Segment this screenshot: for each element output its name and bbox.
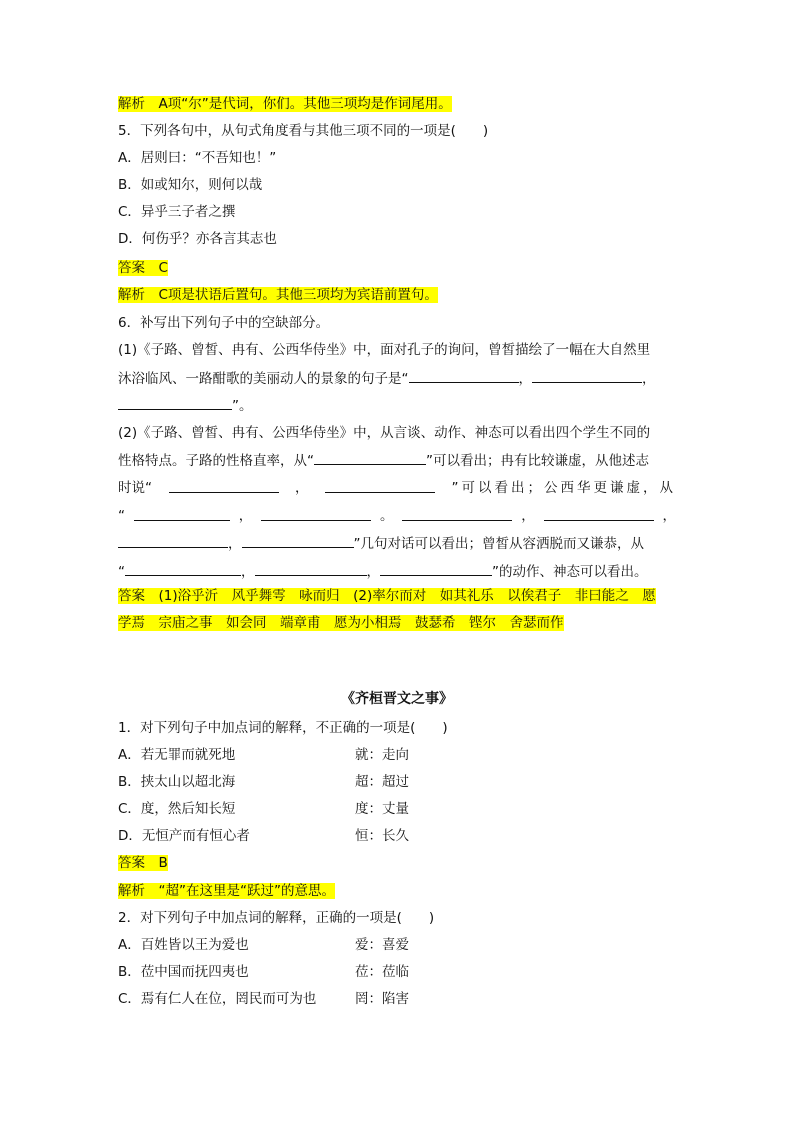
- s2q1-stem: 1．对下列句子中加点词的解释，不正确的一项是( ): [118, 720, 448, 736]
- comma: ，: [295, 480, 309, 496]
- q6-part2-line4: [118, 506, 676, 526]
- open-quote: “: [118, 564, 125, 580]
- s2q2-option-a: A．百姓皆以王为爱也: [118, 937, 249, 953]
- fill-blank[interactable]: [118, 395, 232, 410]
- q6-part2-text-d: ”可以看出；公西华更谦虚，从: [451, 480, 676, 496]
- q4-analysis: [118, 94, 452, 114]
- q6-part1-line1: (1)《子路、曾皙、冉有、公西华侍坐》中，面对孔子的询问，曾皙描绘了一幅在大自然里: [118, 342, 651, 358]
- q6-part2-text-f: ”的动作、神态可以看出。: [492, 564, 648, 580]
- s2q1-analysis: [118, 881, 335, 901]
- q6-answer-text-2: 学焉 宗庙之事 如会同 端章甫 愿为小相焉 鼓瑟希 铿尔 舍瑟而作: [118, 615, 564, 631]
- s2q1-option-d: D．无恒产而有恒心者: [118, 828, 250, 844]
- q6-part2-line2: [118, 450, 649, 471]
- q6-part2-text-b: ”可以看出；冉有比较谦虚，从他述志: [426, 453, 649, 469]
- s2q1-gloss-a: 就：走向: [355, 747, 409, 763]
- comma: ，: [228, 536, 242, 552]
- comma: ，: [241, 564, 255, 580]
- fill-blank[interactable]: [402, 506, 512, 521]
- comma: ，: [521, 508, 535, 524]
- s2q2-gloss-c: 罔：陷害: [355, 991, 409, 1007]
- q6-answer-text-1: 答案 (1)浴乎沂 风乎舞雩 咏而归 (2)率尔而对 如其礼乐 以俟君子 非曰能之 愿: [118, 588, 656, 604]
- s2q1-option-b: B．挟太山以超北海: [118, 774, 236, 790]
- s2q1-option-c: C．度，然后知长短: [118, 801, 236, 817]
- q6-part1-line3: [118, 395, 253, 416]
- fill-blank[interactable]: [544, 506, 654, 521]
- fill-blank[interactable]: [314, 450, 426, 465]
- fill-blank[interactable]: [532, 368, 642, 383]
- q5-option-a: A．居则曰：“不吾知也！”: [118, 150, 277, 166]
- q6-part2-text-c: 时说“: [118, 480, 152, 496]
- s2q2-option-b: B．莅中国而抚四夷也: [118, 964, 249, 980]
- close-quote: ”。: [232, 398, 253, 414]
- q6-answer-line1: [118, 586, 656, 606]
- q5-answer-text: 答案 C: [118, 260, 168, 276]
- comma: ，: [662, 508, 676, 524]
- comma: ，: [238, 508, 253, 524]
- fill-blank[interactable]: [261, 506, 371, 521]
- comma: ，: [366, 564, 380, 580]
- q5-option-b: B．如或知尔，则何以哉: [118, 177, 263, 193]
- q6-part1-line2: [118, 368, 656, 389]
- q5-stem: 5．下列各句中，从句式角度看与其他三项不同的一项是( ): [118, 123, 489, 139]
- section-title: 《齐桓晋文之事》: [341, 691, 453, 707]
- s2q2-gloss-b: 莅：莅临: [355, 964, 409, 980]
- q6-stem: 6．补写出下列句子中的空缺部分。: [118, 315, 330, 331]
- q6-part1-text: 沐浴临风、一路酣歌的美丽动人的景象的句子是“: [118, 371, 409, 387]
- fill-blank[interactable]: [255, 561, 367, 576]
- s2q1-gloss-d: 恒：长久: [355, 828, 409, 844]
- fill-blank[interactable]: [125, 561, 241, 576]
- fill-blank[interactable]: [409, 368, 519, 383]
- comma: ，: [642, 371, 656, 387]
- q6-answer-line2: [118, 613, 564, 633]
- s2q1-gloss-c: 度：丈量: [355, 801, 409, 817]
- s2q1-answer-text: 答案 B: [118, 855, 168, 871]
- fill-blank[interactable]: [134, 506, 230, 521]
- q6-part2-line1: (2)《子路、曾皙、冉有、公西华侍坐》中，从言谈、动作、神态可以看出四个学生不同的: [118, 425, 651, 441]
- q5-option-c: C．异乎三子者之撰: [118, 204, 236, 220]
- q6-part2-text-a: 性格特点。子路的性格直率，从“: [118, 453, 314, 469]
- s2q2-stem: 2．对下列句子中加点词的解释，正确的一项是( ): [118, 910, 435, 926]
- fill-blank[interactable]: [118, 533, 228, 548]
- q5-option-d: D．何伤乎？亦各言其志也: [118, 231, 277, 247]
- s2q1-gloss-b: 超：超过: [355, 774, 409, 790]
- q5-answer: [118, 258, 168, 278]
- q4-analysis-text: 解析 A项“尔”是代词，你们。其他三项均是作词尾用。: [118, 96, 452, 112]
- s2q1-analysis-text: 解析 “超”在这里是“跃过”的意思。: [118, 883, 335, 899]
- fill-blank[interactable]: [242, 533, 354, 548]
- q6-part2-line6: [118, 561, 648, 582]
- q6-part2-line5: [118, 533, 644, 554]
- s2q1-answer: [118, 853, 168, 873]
- s2q2-gloss-a: 爱：喜爱: [355, 937, 409, 953]
- fill-blank[interactable]: [380, 561, 492, 576]
- q5-analysis-text: 解析 C项是状语后置句。其他三项均为宾语前置句。: [118, 287, 438, 303]
- s2q1-option-a: A．若无罪而就死地: [118, 747, 236, 763]
- comma: ，: [518, 371, 532, 387]
- q6-part2-line3: [118, 478, 676, 498]
- fill-blank[interactable]: [169, 478, 279, 493]
- period: 。: [380, 508, 394, 524]
- q6-part2-text-e: ”几句对话可以看出；曾皙从容洒脱而又谦恭，从: [353, 536, 644, 552]
- q5-analysis: [118, 285, 438, 305]
- fill-blank[interactable]: [325, 478, 435, 493]
- open-quote: “: [118, 508, 125, 524]
- s2q2-option-c: C．焉有仁人在位，罔民而可为也: [118, 991, 317, 1007]
